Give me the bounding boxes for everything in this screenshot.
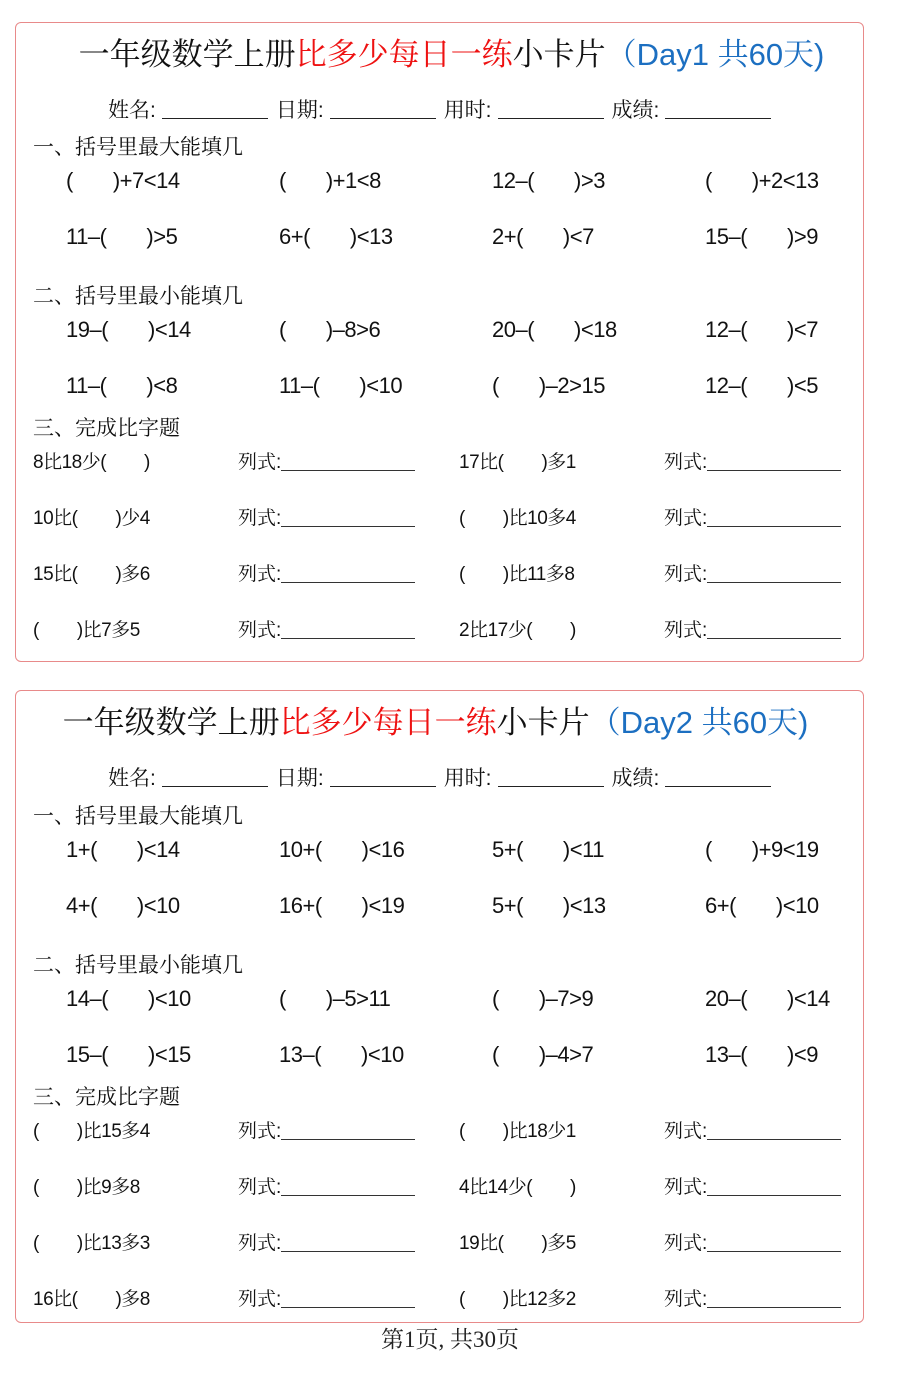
problem-prefix: ( — [459, 564, 465, 585]
info-blank-time[interactable] — [498, 766, 604, 787]
problem-prefix: 16+( — [279, 893, 322, 918]
problem-suffix: )–2>15 — [538, 373, 605, 398]
problem-item — [705, 222, 818, 252]
problem-prefix: 17比( — [459, 452, 504, 473]
problem-suffix: )<19 — [361, 893, 405, 918]
problem-suffix: )<13 — [349, 224, 393, 249]
problem-prefix: 11–( — [66, 224, 107, 249]
problem-prefix: 5+( — [492, 893, 523, 918]
problem-suffix: ) — [570, 620, 576, 641]
equation-blank[interactable] — [707, 562, 841, 583]
problem-prefix: ( — [705, 168, 712, 193]
section1-title: 一、括号里最大能填几 — [33, 136, 243, 159]
info-label-date: 日期: — [275, 99, 324, 122]
problem-prefix: 4比14少( — [459, 1177, 533, 1198]
equation-label: 列式: — [238, 1177, 282, 1198]
problem-prefix: ( — [459, 508, 465, 529]
problem-item — [279, 222, 393, 252]
problem-suffix: )+1<8 — [325, 168, 381, 193]
info-label-time: 用时: — [443, 99, 492, 122]
problem-suffix: ) — [570, 1177, 576, 1198]
equation-field — [238, 449, 415, 477]
section3-row — [16, 1118, 863, 1146]
problem-suffix: )–7>9 — [538, 986, 594, 1011]
problem-prefix: 15比( — [33, 564, 78, 585]
equation-label: 列式: — [664, 452, 708, 473]
equation-field — [238, 561, 415, 589]
title-part2: 比多少每日一练 — [295, 37, 513, 72]
section2-row — [16, 371, 863, 401]
equation-label: 列式: — [238, 1289, 282, 1310]
info-label-score: 成绩: — [611, 99, 660, 122]
title-part1: 一年级数学上册 — [62, 705, 280, 740]
equation-blank[interactable] — [281, 1175, 415, 1196]
problem-suffix: )>5 — [146, 224, 178, 249]
problem-item — [705, 984, 830, 1014]
problem-item — [492, 222, 594, 252]
section3-row — [16, 1286, 863, 1314]
comparison-problem — [33, 1230, 150, 1258]
section1-row — [16, 166, 863, 196]
problem-suffix: )>3 — [574, 168, 605, 193]
problem-prefix: 20–( — [492, 317, 535, 342]
section3-title: 三、完成比字题 — [33, 1086, 180, 1109]
card-title — [28, 35, 875, 75]
info-blank-score[interactable] — [665, 98, 771, 119]
equation-blank[interactable] — [281, 450, 415, 471]
problem-suffix: )–4>7 — [538, 1042, 594, 1067]
problem-suffix: )<14 — [148, 317, 191, 342]
info-blank-name[interactable] — [162, 766, 268, 787]
problem-item — [279, 371, 402, 401]
info-blank-score[interactable] — [665, 766, 771, 787]
section1-row — [16, 222, 863, 252]
problem-prefix: 14–( — [66, 986, 109, 1011]
problem-suffix: )>9 — [787, 224, 818, 249]
problem-item — [279, 835, 404, 865]
equation-field — [238, 617, 415, 645]
problem-item — [66, 166, 180, 196]
equation-field — [664, 1286, 841, 1314]
problem-suffix: )<10 — [148, 986, 191, 1011]
problem-suffix: )<10 — [775, 893, 819, 918]
problem-item — [492, 984, 593, 1014]
problem-suffix: )少4 — [115, 508, 150, 529]
info-blank-name[interactable] — [162, 98, 268, 119]
problem-prefix: 2比17少( — [459, 620, 533, 641]
problem-item — [66, 984, 191, 1014]
problem-prefix: ( — [279, 168, 286, 193]
title-part1: 一年级数学上册 — [78, 37, 296, 72]
problem-suffix: )多5 — [541, 1233, 576, 1254]
student-info-line — [108, 97, 779, 125]
problem-item — [66, 835, 180, 865]
equation-blank[interactable] — [281, 506, 415, 527]
problem-suffix: )多1 — [541, 452, 576, 473]
equation-label: 列式: — [664, 1177, 708, 1198]
problem-prefix: ( — [459, 1121, 465, 1142]
problem-suffix: )–8>6 — [325, 317, 381, 342]
problem-suffix: )<10 — [136, 893, 180, 918]
problem-prefix: 10+( — [279, 837, 322, 862]
problem-item — [66, 1040, 191, 1070]
problem-prefix: 13–( — [279, 1042, 322, 1067]
problem-prefix: 12–( — [705, 317, 748, 342]
title-part2: 比多少每日一练 — [279, 705, 497, 740]
equation-label: 列式: — [664, 620, 708, 641]
equation-field — [664, 1118, 841, 1146]
problem-prefix: ( — [33, 1121, 39, 1142]
comparison-problem — [33, 1174, 140, 1202]
title-part3: 小卡片 — [512, 37, 606, 72]
equation-label: 列式: — [238, 620, 282, 641]
problem-suffix: )<10 — [359, 373, 403, 398]
problem-suffix: )<10 — [361, 1042, 404, 1067]
problem-suffix: )比13多3 — [76, 1233, 150, 1254]
problem-prefix: 20–( — [705, 986, 748, 1011]
problem-prefix: ( — [33, 620, 39, 641]
problem-item — [279, 984, 390, 1014]
equation-field — [238, 1230, 415, 1258]
problem-suffix: )比18少1 — [502, 1121, 576, 1142]
problem-suffix: ) — [144, 452, 150, 473]
problem-item — [705, 166, 819, 196]
problem-prefix: 6+( — [279, 224, 310, 249]
problem-item — [279, 1040, 404, 1070]
problem-prefix: 10比( — [33, 508, 78, 529]
problem-prefix: ( — [66, 168, 73, 193]
equation-blank[interactable] — [707, 1231, 841, 1252]
problem-suffix: )比15多4 — [76, 1121, 150, 1142]
section2-title: 二、括号里最小能填几 — [33, 954, 243, 977]
section2-title: 二、括号里最小能填几 — [33, 285, 243, 308]
problem-prefix: 15–( — [66, 1042, 109, 1067]
problem-prefix: 16比( — [33, 1289, 78, 1310]
problem-item — [492, 1040, 593, 1070]
section3-row — [16, 1230, 863, 1258]
problem-item — [492, 835, 604, 865]
problem-item — [492, 371, 605, 401]
problem-item — [279, 166, 381, 196]
section3-row — [16, 617, 863, 645]
problem-item — [66, 371, 177, 401]
problem-prefix: ( — [492, 1042, 499, 1067]
equation-field — [238, 505, 415, 533]
equation-label: 列式: — [664, 1233, 708, 1254]
section1-row — [16, 891, 863, 921]
problem-suffix: )比9多8 — [76, 1177, 140, 1198]
info-label-name: 姓名: — [108, 99, 156, 122]
comparison-problem — [33, 1118, 150, 1146]
problem-item — [66, 222, 177, 252]
problem-suffix: )<16 — [361, 837, 405, 862]
comparison-problem — [33, 617, 140, 645]
problem-suffix: )<7 — [562, 224, 594, 249]
comparison-problem — [459, 505, 576, 533]
section2-row — [16, 315, 863, 345]
equation-label: 列式: — [238, 452, 282, 473]
equation-label: 列式: — [664, 508, 708, 529]
student-info-line — [108, 765, 779, 793]
comparison-problem — [459, 617, 576, 645]
info-label-name: 姓名: — [108, 767, 156, 790]
comparison-problem — [459, 1230, 576, 1258]
comparison-problem — [459, 561, 574, 589]
equation-label: 列式: — [238, 1233, 282, 1254]
info-label-time: 用时: — [443, 767, 492, 790]
problem-suffix: )–5>11 — [325, 986, 391, 1011]
problem-suffix: )<7 — [787, 317, 818, 342]
problem-item — [66, 315, 191, 345]
problem-item — [279, 891, 404, 921]
equation-label: 列式: — [664, 564, 708, 585]
equation-blank[interactable] — [707, 1287, 841, 1308]
equation-blank[interactable] — [281, 618, 415, 639]
equation-field — [238, 1174, 415, 1202]
problem-prefix: ( — [33, 1177, 39, 1198]
section3-row — [16, 561, 863, 589]
equation-blank[interactable] — [281, 1231, 415, 1252]
problem-prefix: 5+( — [492, 837, 523, 862]
problem-prefix: 4+( — [66, 893, 97, 918]
problem-prefix: 12–( — [705, 373, 748, 398]
problem-prefix: ( — [492, 373, 499, 398]
info-blank-date[interactable] — [330, 98, 436, 119]
problem-suffix: )比7多5 — [76, 620, 140, 641]
section3-row — [16, 1174, 863, 1202]
section2-row — [16, 1040, 863, 1070]
problem-suffix: )<11 — [562, 837, 604, 862]
equation-blank[interactable] — [281, 1287, 415, 1308]
problem-item — [705, 371, 818, 401]
problem-prefix: ( — [33, 1233, 39, 1254]
problem-item — [705, 1040, 818, 1070]
equation-label: 列式: — [238, 508, 282, 529]
equation-blank[interactable] — [707, 506, 841, 527]
equation-blank[interactable] — [707, 1175, 841, 1196]
problem-prefix: ( — [459, 1289, 465, 1310]
problem-prefix: 8比18少( — [33, 452, 107, 473]
equation-label: 列式: — [664, 1289, 708, 1310]
problem-item — [279, 315, 380, 345]
problem-prefix: ( — [492, 986, 499, 1011]
comparison-problem — [459, 1174, 576, 1202]
problem-prefix: 12–( — [492, 168, 535, 193]
problem-suffix: )<9 — [787, 1042, 818, 1067]
problem-prefix: 11–( — [66, 373, 107, 398]
problem-suffix: )<8 — [146, 373, 178, 398]
problem-prefix: 13–( — [705, 1042, 748, 1067]
problem-suffix: )多6 — [115, 564, 150, 585]
section3-title: 三、完成比字题 — [33, 417, 180, 440]
equation-field — [664, 1230, 841, 1258]
problem-prefix: 19–( — [66, 317, 109, 342]
problem-suffix: )比12多2 — [502, 1289, 576, 1310]
section2-row — [16, 984, 863, 1014]
equation-field — [664, 449, 841, 477]
equation-label: 列式: — [238, 564, 282, 585]
info-blank-time[interactable] — [498, 98, 604, 119]
problem-suffix: )+2<13 — [751, 168, 819, 193]
equation-field — [664, 561, 841, 589]
problem-suffix: )多8 — [115, 1289, 150, 1310]
info-label-date: 日期: — [275, 767, 324, 790]
comparison-problem — [33, 561, 150, 589]
section3-row — [16, 449, 863, 477]
problem-prefix: 11–( — [279, 373, 320, 398]
equation-label: 列式: — [664, 1121, 708, 1142]
practice-card-day2 — [15, 690, 864, 1323]
practice-card-day1 — [15, 22, 864, 662]
section1-title: 一、括号里最大能填几 — [33, 805, 243, 828]
comparison-problem — [459, 1286, 576, 1314]
equation-blank[interactable] — [281, 562, 415, 583]
comparison-problem — [459, 1118, 576, 1146]
equation-field — [664, 505, 841, 533]
equation-blank[interactable] — [707, 450, 841, 471]
problem-suffix: )<14 — [787, 986, 830, 1011]
problem-item — [705, 891, 819, 921]
problem-suffix: )比11多8 — [502, 564, 575, 585]
problem-prefix: 2+( — [492, 224, 523, 249]
problem-item — [705, 315, 818, 345]
equation-blank[interactable] — [707, 1119, 841, 1140]
card-title — [12, 703, 859, 743]
problem-prefix: 19比( — [459, 1233, 504, 1254]
problem-prefix: 1+( — [66, 837, 97, 862]
problem-suffix: )<13 — [562, 893, 606, 918]
problem-suffix: )<15 — [148, 1042, 191, 1067]
problem-suffix: )+7<14 — [112, 168, 180, 193]
problem-item — [492, 891, 606, 921]
info-label-score: 成绩: — [611, 767, 660, 790]
comparison-problem — [33, 449, 150, 477]
problem-item — [66, 891, 180, 921]
problem-prefix: ( — [705, 837, 712, 862]
equation-blank[interactable] — [281, 1119, 415, 1140]
equation-label: 列式: — [238, 1121, 282, 1142]
page-footer: 第1页, 共30页 — [381, 1327, 519, 1352]
equation-blank[interactable] — [707, 618, 841, 639]
title-part4: （Day2 共60天) — [589, 705, 809, 740]
problem-item — [492, 166, 605, 196]
problem-prefix: 15–( — [705, 224, 748, 249]
equation-field — [664, 1174, 841, 1202]
problem-suffix: )+9<19 — [751, 837, 819, 862]
problem-suffix: )<14 — [136, 837, 180, 862]
comparison-problem — [459, 449, 576, 477]
comparison-problem — [33, 1286, 150, 1314]
problem-prefix: ( — [279, 317, 286, 342]
problem-suffix: )<18 — [574, 317, 617, 342]
section1-row — [16, 835, 863, 865]
equation-field — [664, 617, 841, 645]
problem-prefix: ( — [279, 986, 286, 1011]
title-part4: （Day1 共60天) — [605, 37, 825, 72]
equation-field — [238, 1118, 415, 1146]
info-blank-date[interactable] — [330, 766, 436, 787]
equation-field — [238, 1286, 415, 1314]
comparison-problem — [33, 505, 150, 533]
problem-prefix: 6+( — [705, 893, 736, 918]
title-part3: 小卡片 — [496, 705, 590, 740]
problem-suffix: )<5 — [787, 373, 818, 398]
problem-suffix: )比10多4 — [502, 508, 576, 529]
problem-item — [492, 315, 617, 345]
problem-item — [705, 835, 819, 865]
section3-row — [16, 505, 863, 533]
